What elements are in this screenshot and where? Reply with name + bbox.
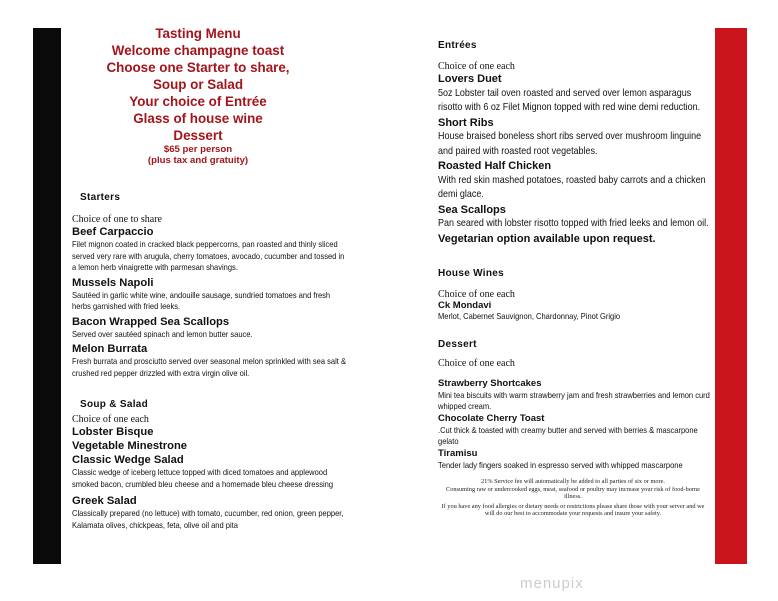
- hero-line: Soup or Salad: [152, 77, 244, 92]
- soup-name: Vegetable Minestrone: [72, 440, 188, 452]
- hero-line: Welcome champagne toast: [111, 43, 285, 58]
- salad-name: Classic Wedge Salad: [72, 454, 184, 466]
- left-black-border: [33, 28, 61, 564]
- tasting-menu-header: [71, 25, 325, 166]
- entree-name: Sea Scallops: [438, 203, 506, 216]
- right-column: [438, 40, 713, 518]
- dessert-name: Tiramisu: [438, 447, 478, 459]
- hero-line: Tasting Menu: [155, 26, 241, 41]
- entree-desc: Pan seared with lobster risotto topped with fried leeks and lemon oil.: [438, 218, 709, 229]
- starter-name: Bacon Wrapped Sea Scallops: [72, 315, 230, 328]
- entrees-title: Entrées: [438, 40, 477, 51]
- salad-name: Greek Salad: [72, 495, 137, 507]
- salad-desc: Classic wedge of iceberg lettuce topped with diced tomatoes and applewood smoked bacon, crumbled bleu cheese and a homemade bleu cheese dressing: [72, 467, 334, 489]
- allergy-note: If you have any food allergies or dietary needs or restrictions please share those with your server and we will do our best to accommodate your requests and insure your safety.: [441, 502, 705, 518]
- starter-desc: Served over sautéed spinach and lemon butter sauce.: [72, 328, 253, 339]
- house-wines-title: House Wines: [438, 268, 505, 279]
- salad-desc: Classically prepared (no lettuce) with tomato, cucumber, red onion, green pepper, Kalamata olives, chickpeas, feta, olive oil and pita: [72, 508, 344, 530]
- dessert-title: Dessert: [438, 338, 477, 350]
- starters-intro: Choice of one to share: [72, 214, 162, 225]
- entree-desc: House braised boneless short ribs served over mushroom linguine and paired with roasted root vegetables.: [438, 131, 702, 157]
- hero-line: Your choice of Entrée: [129, 94, 267, 109]
- raw-food-warning: Consuming raw or undercooked eggs, meat, seafood or poultry may increase your risk of food-borne illness.: [446, 485, 700, 501]
- entree-name: Short Ribs: [438, 116, 494, 129]
- soup-salad-title: Soup & Salad: [80, 399, 149, 410]
- starter-name: Melon Burrata: [72, 343, 148, 355]
- starters-title: Starters: [80, 192, 121, 203]
- hero-line: Dessert: [173, 128, 223, 143]
- dessert-desc: Mini tea biscuits with warm strawberry jam and fresh strawberries and lemon curd whipped cream.: [438, 389, 710, 411]
- starter-name: Beef Carpaccio: [72, 226, 154, 238]
- entree-name: Lovers Duet: [438, 73, 502, 85]
- wine-name: Ck Mondavi: [438, 300, 492, 311]
- dessert-name: Chocolate Cherry Toast: [438, 412, 545, 424]
- entrees-intro: Choice of one each: [438, 61, 515, 72]
- wine-list: Merlot, Cabernet Sauvignon, Chardonnay, Pinot Grigio: [438, 311, 621, 321]
- dessert-intro: Choice of one each: [438, 357, 515, 369]
- vegetarian-note: Vegetarian option available upon request.: [438, 232, 656, 245]
- hero-line: Glass of house wine: [133, 111, 263, 126]
- starter-name: Mussels Napoli: [72, 276, 154, 289]
- entree-desc: With red skin mashed potatoes, roasted baby carrots and a chicken demi glace.: [438, 174, 706, 200]
- soup-name: Lobster Bisque: [72, 426, 154, 438]
- starter-desc: Fresh burrata and prosciutto served over seasonal melon sprinkled with sea salt & crushed red pepper drizzled with extra virgin olive oil.: [72, 356, 347, 378]
- dessert-desc: Tender lady fingers soaked in espresso served with whipped mascarpone: [438, 459, 683, 470]
- left-column: [72, 25, 350, 531]
- footer-notes: [438, 478, 708, 518]
- right-red-border: [715, 28, 747, 564]
- price-note: (plus tax and gratuity): [147, 155, 249, 166]
- hero-line: Choose one Starter to share,: [106, 60, 290, 75]
- dessert-name: Strawberry Shortcakes: [438, 377, 542, 389]
- wines-intro: Choice of one each: [438, 289, 515, 300]
- price: $65 per person: [163, 144, 233, 155]
- entree-name: Roasted Half Chicken: [438, 160, 552, 172]
- watermark: menupix: [520, 575, 584, 592]
- soup-salad-intro: Choice of one each: [72, 414, 149, 425]
- starter-desc: Filet mignon coated in cracked black peppercorns, pan roasted and thinly sliced served very rare with arugula, cherry tomatoes, avocado, cucumber and tossed in a lemon herb vinaigrette with parmesan shavings.: [72, 239, 345, 272]
- entree-desc: 5oz Lobster tail oven roasted and served over lemon asparagus risotto with 6 oz Filet Mignon topped with red wine demi reduction.: [438, 87, 701, 113]
- dessert-desc: .Cut thick & toasted with creamy butter and served with berries & mascarpone gelato: [438, 424, 698, 446]
- service-fee-note: 21% Service fee will automatically be added to all parties of six or more.: [481, 478, 665, 485]
- starter-desc: Sautéed in garlic white wine, andouille sausage, sundried tomatoes and fresh herbs garnished with fried leeks.: [72, 289, 331, 311]
